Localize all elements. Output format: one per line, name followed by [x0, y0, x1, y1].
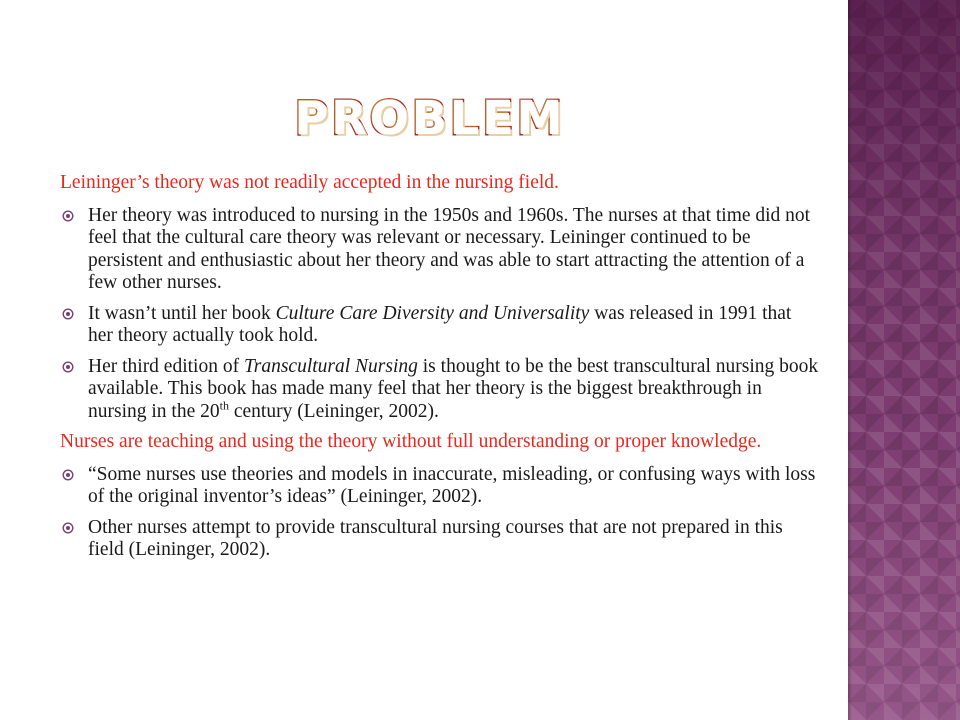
circled-dot-bullet-icon: [62, 308, 74, 320]
bullet-text-post: was released in 1991 that her theory actually took hold.: [88, 302, 792, 346]
bullet-text: Her theory was introduced to nursing in the 1950s and 1960s. The nurses at that time did not feel that the cultural care theory was relevant or necessary. Leininger continued to be persistent and enthusiastic about her theory and was able to start attracting the attention of a few other nurses.: [88, 204, 811, 293]
bullet-text: Other nurses attempt to provide transcultural nursing courses that are not prepared in this field (Leininger, 2002).: [88, 516, 783, 560]
bullet-item: [60, 205, 820, 295]
section-heading-1: Leininger’s theory was not readily accepted in the nursing field.: [60, 172, 559, 193]
slide-title-text: problem: [294, 73, 566, 150]
section-heading-2: Nurses are teaching and using the theory without full understanding or proper knowledge.: [60, 431, 762, 452]
superscript: th: [219, 398, 229, 412]
bullet-item: [60, 464, 820, 509]
circled-dot-bullet-icon: [62, 522, 74, 534]
bullet-text-pre: It wasn’t until her book: [88, 302, 276, 324]
bullet-item: [60, 303, 820, 348]
bullet-item: [60, 517, 820, 562]
bullet-text-post: is thought to be the best transcultural nursing book available. This book has made many feel that her theory is the biggest breakthrough in nursing in the 20: [88, 355, 819, 422]
circled-dot-bullet-icon: [62, 210, 74, 222]
bullet-text: “Some nurses use theories and models in inaccurate, misleading, or confusing ways with loss of the original inventor’s ideas” (Leininger, 2002).: [88, 463, 816, 507]
bullet-text-pre: Her third edition of: [88, 355, 244, 377]
book-title: Culture Care Diversity and Universality: [275, 302, 590, 324]
decorative-side-panel: [848, 0, 960, 720]
book-title: Transcultural Nursing: [243, 355, 418, 377]
slide-body: [60, 172, 820, 570]
bullet-text-post2: century (Leininger, 2002).: [228, 400, 439, 422]
slide-title: [230, 72, 630, 152]
bullet-item: [60, 356, 820, 424]
circled-dot-bullet-icon: [62, 469, 74, 481]
circled-dot-bullet-icon: [62, 361, 74, 373]
